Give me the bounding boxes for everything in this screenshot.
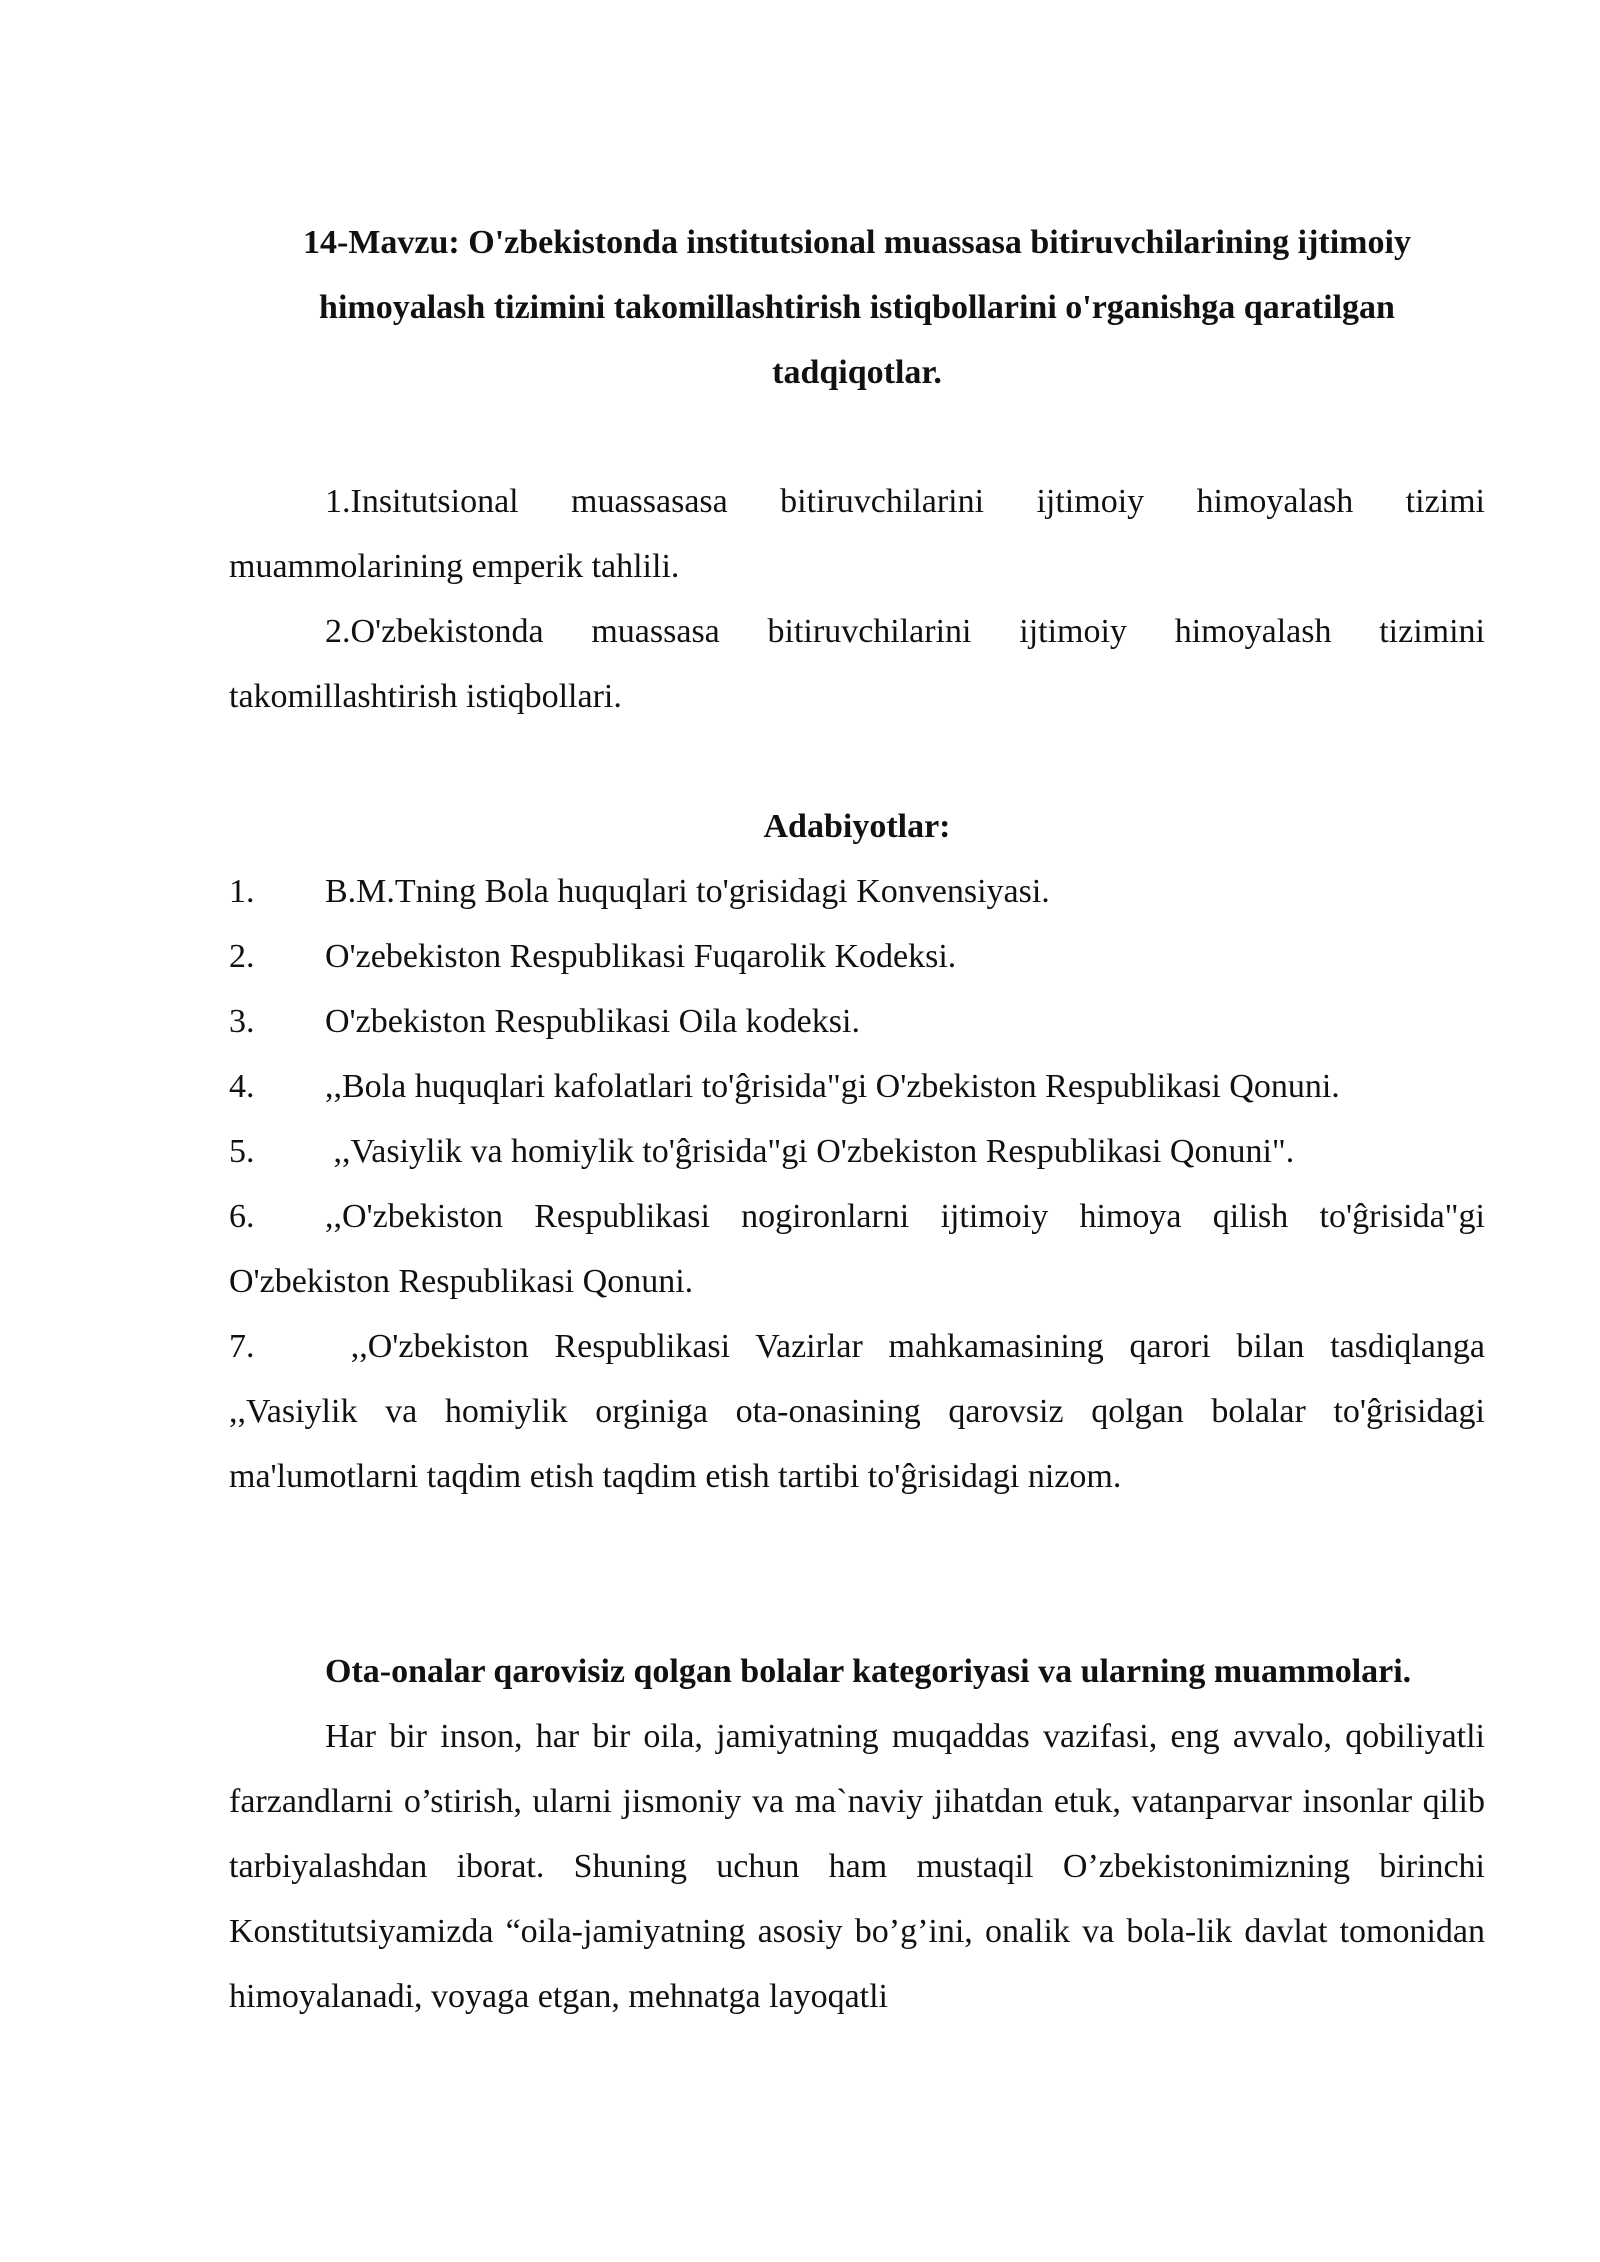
reference-item (229, 1314, 1485, 1509)
plan-item-2: 2.O'zbekistonda muassasa bitiruvchilarini ijtimoiy himoyalash tizimini takomillashtirish istiqbollari. (229, 613, 1485, 715)
reference-item (229, 1184, 1485, 1314)
reference-text: O'zbekiston Respublikasi Oila kodeksi. (325, 1003, 860, 1040)
reference-text: O'zebekiston Respublikasi Fuqarolik Kodeksi. (325, 938, 957, 975)
reference-item (229, 924, 1485, 989)
spacer (229, 405, 1485, 469)
reference-number: 3. (229, 1003, 255, 1040)
spacer (229, 1509, 1485, 1639)
references-heading: Adabiyotlar: (763, 808, 951, 845)
reference-text: ,,Vasiylik va homiylik to'ĝrisida"gi O'zbekiston Respublikasi Qonuni". (325, 1133, 1295, 1170)
reference-item (229, 859, 1485, 924)
topic-title: 14-Mavzu: O'zbekistonda institutsional muassasa bitiruvchilarining ijtimoiy himoyalash tizimini takomillashtirish istiqbollarini o'rganishga qaratilgan tadqiqotlar. (303, 224, 1411, 391)
reference-text: B.M.Tning Bola huquqlari to'grisidagi Konvensiyasi. (325, 873, 1050, 910)
reference-item (229, 989, 1485, 1054)
plan-item-1: 1.Insitutsional muassasasa bitiruvchilarini ijtimoiy himoyalash tizimi muammolarining emperik tahlili. (229, 483, 1485, 585)
section-heading: Ota-onalar qarovisiz qolgan bolalar kategoriyasi va ularning muammolari. (325, 1653, 1412, 1690)
reference-number: 2. (229, 938, 255, 975)
spacer (229, 729, 1485, 794)
reference-number: 7. (229, 1328, 255, 1365)
reference-text: ,,O'zbekiston Respublikasi nogironlarni ijtimoiy himoya qilish to'ĝrisida"gi O'zbekiston Respublikasi Qonuni. (229, 1198, 1485, 1300)
reference-number: 4. (229, 1068, 255, 1105)
reference-number: 5. (229, 1133, 255, 1170)
reference-number: 1. (229, 873, 255, 910)
reference-item (229, 1119, 1485, 1184)
page-content (229, 210, 1485, 2029)
references-list (229, 859, 1485, 1509)
reference-item (229, 1054, 1485, 1119)
body-paragraph: Har bir inson, har bir oila, jamiyatning muqaddas vazifasi, eng avvalo, qobiliyatli farzandlarni o’stirish, ularni jismoniy va ma`naviy jihatdan etuk, vatanparvar insonlar qilib tarbiyalashdan iborat. Shuning uchun ham mustaqil O’zbekistonimizning birinchi Konstitutsiyamizda “oila-jamiyatning asosiy bo’g’ini, onalik va bola-lik davlat tomonidan himoyalanadi, voyaga etgan, mehnatga layoqatli (229, 1718, 1485, 2015)
reference-number: 6. (229, 1198, 255, 1235)
reference-text: ,,O'zbekiston Respublikasi Vazirlar mahkamasining qarori bilan tasdiqlanga ,,Vasiylik va homiylik orginiga ota-onasining qarovsiz qolgan bolalar to'ĝrisidagi ma'lumotlarni taqdim etish taqdim etish tartibi to'ĝrisidagi nizom. (229, 1328, 1485, 1495)
reference-text: ,,Bola huquqlari kafolatlari to'ĝrisida"gi O'zbekiston Respublikasi Qonuni. (325, 1068, 1340, 1105)
